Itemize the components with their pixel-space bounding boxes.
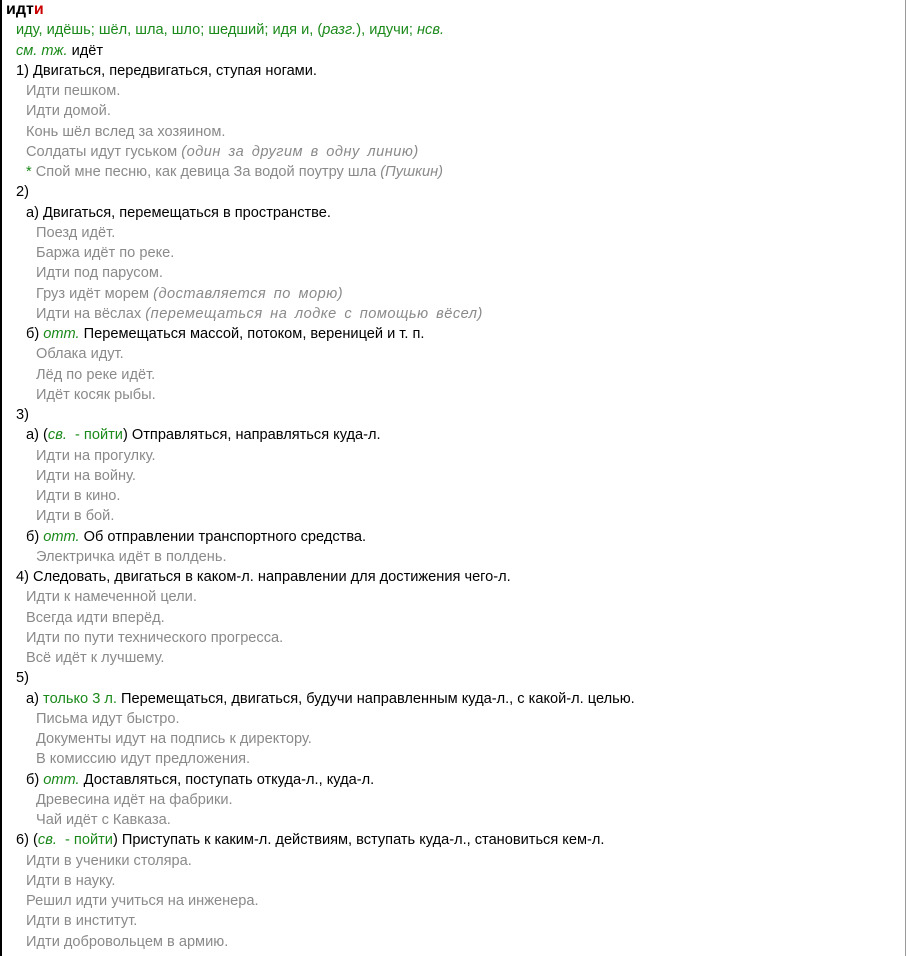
example-text: Всегда идти вперёд. — [26, 609, 165, 626]
example-text: Решил идти учиться на инженера. — [26, 893, 259, 909]
example — [6, 547, 902, 567]
style-label-razg: разг. — [322, 22, 357, 39]
subsense-definition: Доставляться, поступать откуда-л., куда-л. — [83, 771, 375, 788]
sense-3 — [6, 405, 902, 425]
left-border — [0, 0, 2, 956]
aspect-label-nsv: нсв. — [417, 22, 445, 39]
example — [6, 871, 902, 891]
subsense-3a — [6, 425, 902, 445]
subsense-2b — [6, 324, 902, 344]
paren-close: ) — [122, 427, 128, 444]
sense-number: 1) — [16, 62, 29, 79]
aspect-label-sv: св. — [37, 832, 57, 849]
quote-source: (Пушкин) — [380, 164, 444, 180]
example — [6, 466, 902, 486]
paren-open: ( — [317, 22, 323, 39]
example-text: Идти в институт. — [26, 913, 138, 930]
subsense-5a — [6, 689, 902, 709]
subsense-3b — [6, 527, 902, 547]
subsense-definition: Перемещаться, двигаться, будучи направленным куда-л., с какой-л. целью. — [121, 690, 635, 707]
subsense-5b — [6, 770, 902, 790]
headword — [6, 1, 44, 18]
sense-2 — [6, 182, 902, 202]
example — [6, 648, 902, 668]
aspect-pair-link[interactable]: - пойти — [65, 832, 113, 849]
example — [6, 790, 902, 810]
example-text: Идти домой. — [26, 103, 111, 120]
see-also-label: см. тж. — [16, 42, 68, 59]
example — [6, 122, 902, 142]
usage-label: отт. — [43, 326, 80, 342]
example — [6, 81, 902, 101]
example-text: Идти в кино. — [36, 488, 121, 504]
example-text: Идти к намеченной цели. — [26, 589, 197, 606]
paren-open: ( — [43, 427, 48, 444]
example-text: Идти под парусом. — [36, 265, 163, 282]
example — [6, 932, 902, 952]
dictionary-entry — [6, 0, 902, 952]
example — [6, 243, 902, 263]
example-gloss: (доставляется по морю) — [153, 285, 344, 302]
example — [6, 851, 902, 871]
example-text: Древесина идёт на фабрики. — [36, 791, 233, 808]
example — [6, 365, 902, 385]
example — [6, 304, 902, 324]
example-text: Идти на прогулку. — [36, 447, 156, 464]
sense-number: 5) — [16, 670, 29, 687]
see-also-link[interactable]: идёт — [71, 42, 104, 59]
example-text: Лёд по реке идёт. — [36, 366, 156, 383]
subsense-letter: б) — [26, 528, 40, 545]
subsense-definition: Об отправлении транспортного средства. — [83, 528, 367, 545]
grammar-form-idychi: идучи; — [369, 22, 413, 39]
example — [6, 608, 902, 628]
grammar-line — [6, 20, 902, 40]
grammar-forms: иду, идёшь; шёл, шла, шло; шедший; идя и, — [16, 22, 314, 39]
see-also-line — [6, 41, 902, 61]
example — [6, 891, 902, 911]
example-text: Чай идёт с Кавказа. — [36, 812, 171, 828]
example-text: Идти добровольцем в армию. — [26, 933, 229, 950]
subsense-letter: б) — [26, 326, 40, 342]
aspect-pair-link[interactable]: - пойти — [75, 427, 123, 444]
example-gloss: (перемещаться на лодке с помощью вёсел) — [145, 305, 483, 322]
example-text: Всё идёт к лучшему. — [26, 650, 165, 666]
example-gloss: (один за другим в одну линию) — [181, 143, 419, 160]
example-text: Груз идёт морем — [36, 285, 150, 302]
example — [6, 284, 902, 304]
subsense-definition: Отправляться, направляться куда-л. — [131, 427, 381, 444]
sense-6 — [6, 830, 902, 850]
example-text: Идёт косяк рыбы. — [36, 386, 156, 403]
aspect-label-sv: св. — [47, 427, 67, 444]
sense-definition: Приступать к каким-л. действиям, вступать куда-л., становиться кем-л. — [121, 832, 605, 849]
example-text: Баржа идёт по реке. — [36, 245, 175, 261]
subsense-2a — [6, 203, 902, 223]
sense-definition: Двигаться, передвигаться, ступая ногами. — [33, 62, 317, 79]
subsense-letter: а) — [26, 204, 39, 221]
example — [6, 101, 902, 121]
example — [6, 344, 902, 364]
example — [6, 263, 902, 283]
example-text: Поезд идёт. — [36, 224, 116, 241]
sense-4 — [6, 567, 902, 587]
example-text: Облака идут. — [36, 346, 124, 363]
example — [6, 749, 902, 769]
example — [6, 628, 902, 648]
sense-number: 6) — [16, 832, 29, 849]
paren-open: ( — [33, 832, 38, 849]
sense-number: 3) — [16, 407, 29, 423]
subsense-letter: а) — [26, 427, 39, 444]
example — [6, 142, 902, 162]
subsense-definition: Перемещаться массой, потоком, вереницей и т. п. — [83, 326, 425, 342]
headword-stress-letter: и — [33, 1, 44, 18]
example — [6, 506, 902, 526]
example-text: Документы идут на подпись к директору. — [36, 731, 312, 747]
example-text: Идти на вёслах — [36, 305, 142, 322]
example-text: Идти пешком. — [26, 83, 121, 99]
paren-close: ) — [112, 832, 118, 849]
subsense-definition: Двигаться, перемещаться в пространстве. — [43, 204, 331, 221]
headword-line — [6, 0, 902, 20]
example-text: Конь шёл вслед за хозяином. — [26, 123, 226, 140]
usage-label: только 3 л. — [43, 690, 117, 707]
example — [6, 486, 902, 506]
sense-number: 4) — [16, 569, 29, 585]
example-text: Идти в науку. — [26, 872, 116, 889]
sense-1 — [6, 61, 902, 81]
example-text: Письма идут быстро. — [36, 710, 180, 727]
quote — [6, 162, 902, 182]
example-text: Идти в бой. — [36, 508, 115, 525]
usage-label: отт. — [43, 528, 80, 545]
subsense-letter: б) — [26, 771, 40, 788]
headword-stem: идт — [6, 1, 34, 18]
example — [6, 709, 902, 729]
sense-definition: Следовать, двигаться в каком-л. направлении для достижения чего-л. — [33, 569, 511, 585]
usage-label: отт. — [43, 771, 80, 788]
paren-close: ), — [356, 22, 366, 39]
example — [6, 385, 902, 405]
example — [6, 223, 902, 243]
example-text: Идти в ученики столяра. — [26, 852, 192, 869]
example-text: Идти по пути технического прогресса. — [26, 629, 284, 646]
example — [6, 810, 902, 830]
quote-marker: * — [26, 164, 32, 180]
subsense-letter: а) — [26, 690, 39, 707]
example — [6, 587, 902, 607]
sense-number: 2) — [16, 184, 29, 201]
example — [6, 911, 902, 931]
example-text: Идти на войну. — [36, 467, 136, 484]
example-text: В комиссию идут предложения. — [36, 751, 251, 768]
example — [6, 729, 902, 749]
quote-text: Спой мне песню, как девица За водой поутру шла — [35, 164, 377, 180]
example-text: Солдаты идут гуськом — [26, 143, 178, 160]
example — [6, 446, 902, 466]
example-text: Электричка идёт в полдень. — [36, 548, 227, 565]
sense-5 — [6, 668, 902, 688]
